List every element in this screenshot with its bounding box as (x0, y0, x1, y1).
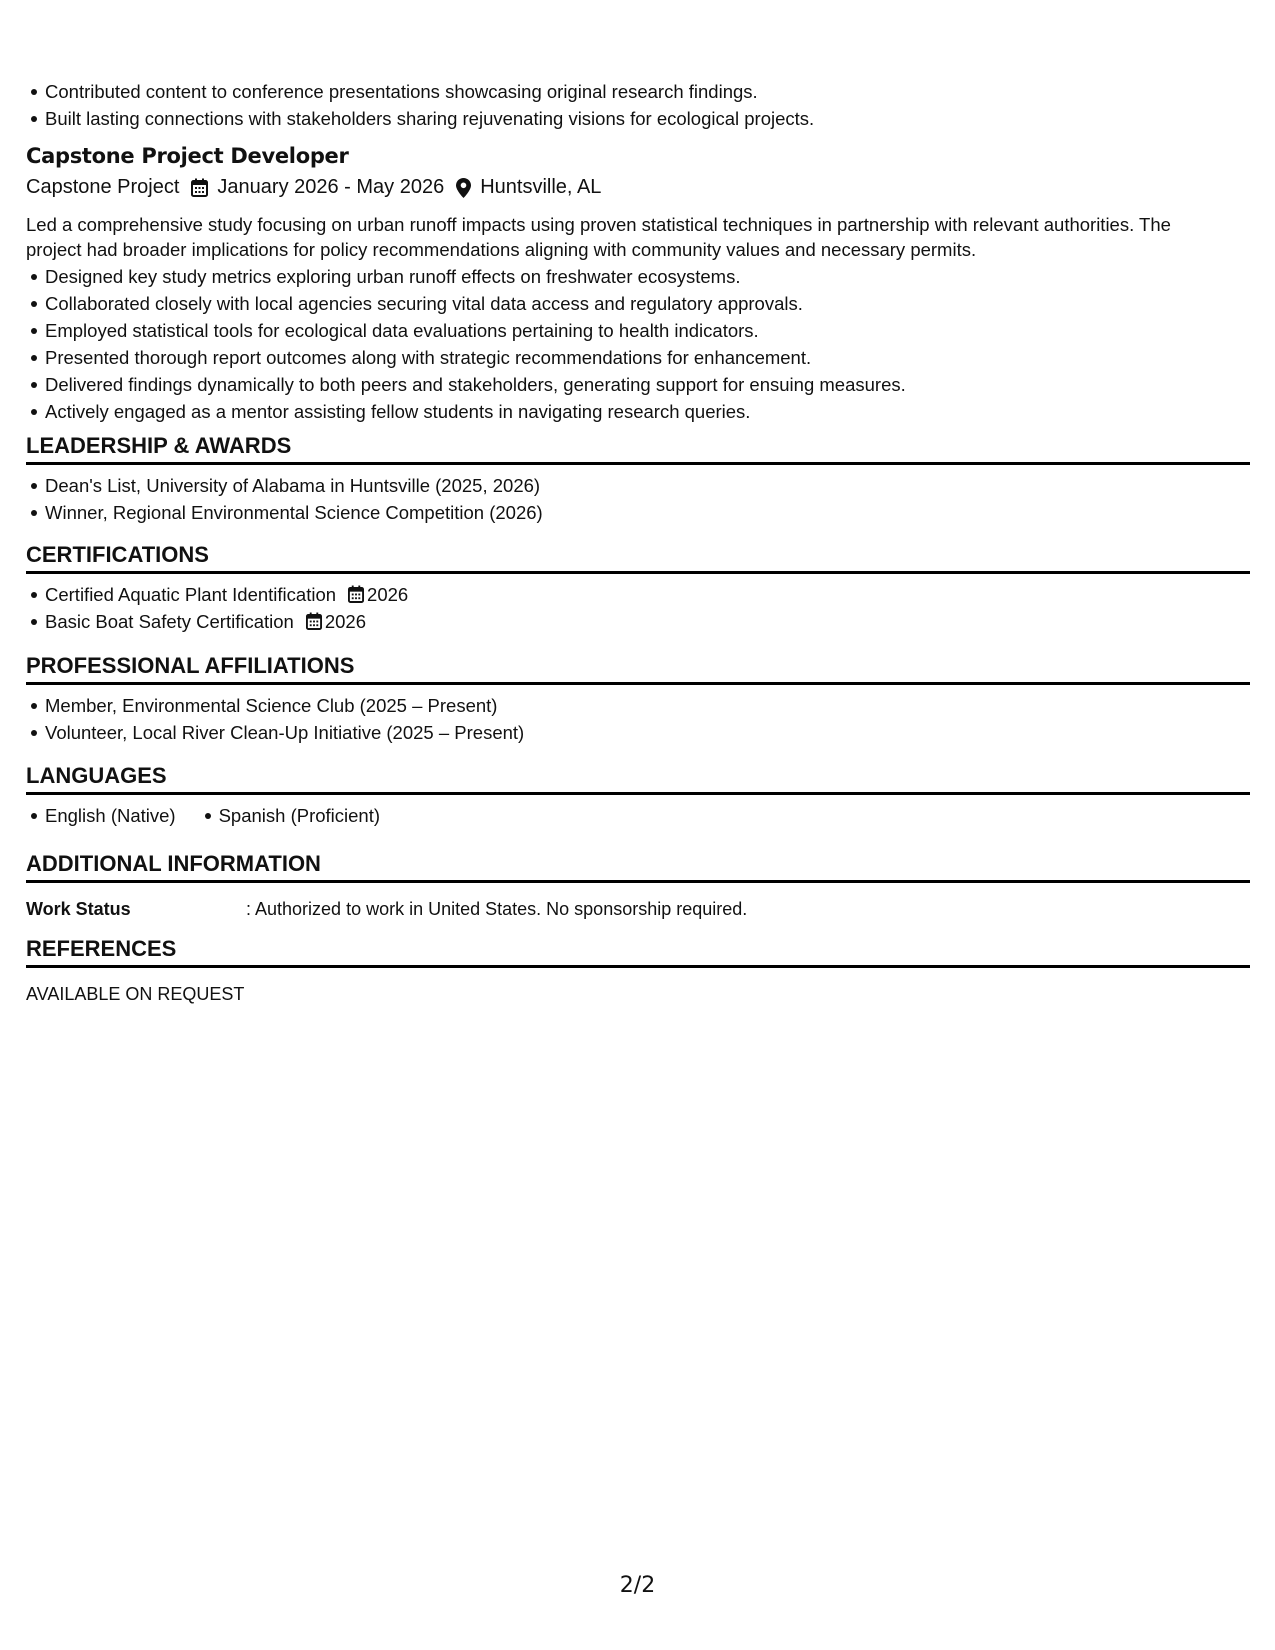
references-text: AVAILABLE ON REQUEST (26, 984, 245, 1004)
previous-job-bullets (26, 78, 814, 132)
list-item: English (Native) (26, 802, 176, 829)
work-status-label: Work Status (26, 899, 131, 919)
work-status-value: : Authorized to work in United States. No sponsorship required. (246, 899, 748, 919)
certification-year: 2026 (367, 584, 409, 605)
job-meta (26, 176, 601, 199)
section-heading-languages: LANGUAGES (26, 762, 1250, 795)
list-item: Built lasting connections with stakeholders sharing rejuvenating visions for ecological projects. (26, 105, 814, 132)
affiliations-list (26, 692, 524, 746)
calendar-icon (306, 612, 322, 630)
list-item: Presented thorough report outcomes along with strategic recommendations for enhancement. (26, 344, 906, 371)
certifications-list (26, 581, 408, 635)
job-bullets (26, 263, 906, 425)
work-status-row (26, 899, 747, 920)
job-title: Capstone Project Developer (26, 144, 349, 168)
certification-year: 2026 (324, 611, 366, 632)
list-item: Designed key study metrics exploring urban runoff effects on freshwater ecosystems. (26, 263, 906, 290)
calendar-icon (348, 585, 364, 603)
list-item: Winner, Regional Environmental Science Competition (2026) (26, 499, 543, 526)
job-dates: January 2026 - May 2026 (217, 176, 445, 198)
certification-name: Basic Boat Safety Certification (45, 611, 294, 632)
list-item: Dean's List, University of Alabama in Huntsville (2025, 2026) (26, 472, 543, 499)
list-item (26, 608, 408, 635)
section-heading-additional: ADDITIONAL INFORMATION (26, 850, 1250, 883)
list-item: Spanish (Proficient) (200, 802, 380, 829)
list-item (26, 581, 408, 608)
map-pin-icon (456, 178, 471, 198)
leadership-list (26, 472, 543, 526)
job-organization: Capstone Project (26, 176, 180, 198)
section-heading-leadership: LEADERSHIP & AWARDS (26, 432, 1250, 465)
job-location: Huntsville, AL (480, 176, 602, 198)
job-description: Led a comprehensive study focusing on urban runoff impacts using proven statistical techniques in partnership with relevant authorities. The project had broader implications for policy recommendations aligning with community values and necessary permits. (26, 214, 1171, 260)
list-item: Actively engaged as a mentor assisting fellow students in navigating research queries. (26, 398, 906, 425)
list-item: Collaborated closely with local agencies securing vital data access and regulatory approvals. (26, 290, 906, 317)
section-heading-references: REFERENCES (26, 935, 1250, 968)
languages-list (26, 802, 404, 829)
list-item: Member, Environmental Science Club (2025 – Present) (26, 692, 524, 719)
calendar-icon (191, 178, 208, 197)
list-item: Contributed content to conference presentations showcasing original research findings. (26, 78, 814, 105)
page-number: 2/2 (619, 1573, 656, 1598)
section-heading-certifications: CERTIFICATIONS (26, 541, 1250, 574)
list-item: Employed statistical tools for ecological data evaluations pertaining to health indicators. (26, 317, 906, 344)
section-heading-affiliations: PROFESSIONAL AFFILIATIONS (26, 652, 1250, 685)
list-item: Volunteer, Local River Clean-Up Initiative (2025 – Present) (26, 719, 524, 746)
list-item: Delivered findings dynamically to both peers and stakeholders, generating support for ensuing measures. (26, 371, 906, 398)
certification-name: Certified Aquatic Plant Identification (45, 584, 337, 605)
